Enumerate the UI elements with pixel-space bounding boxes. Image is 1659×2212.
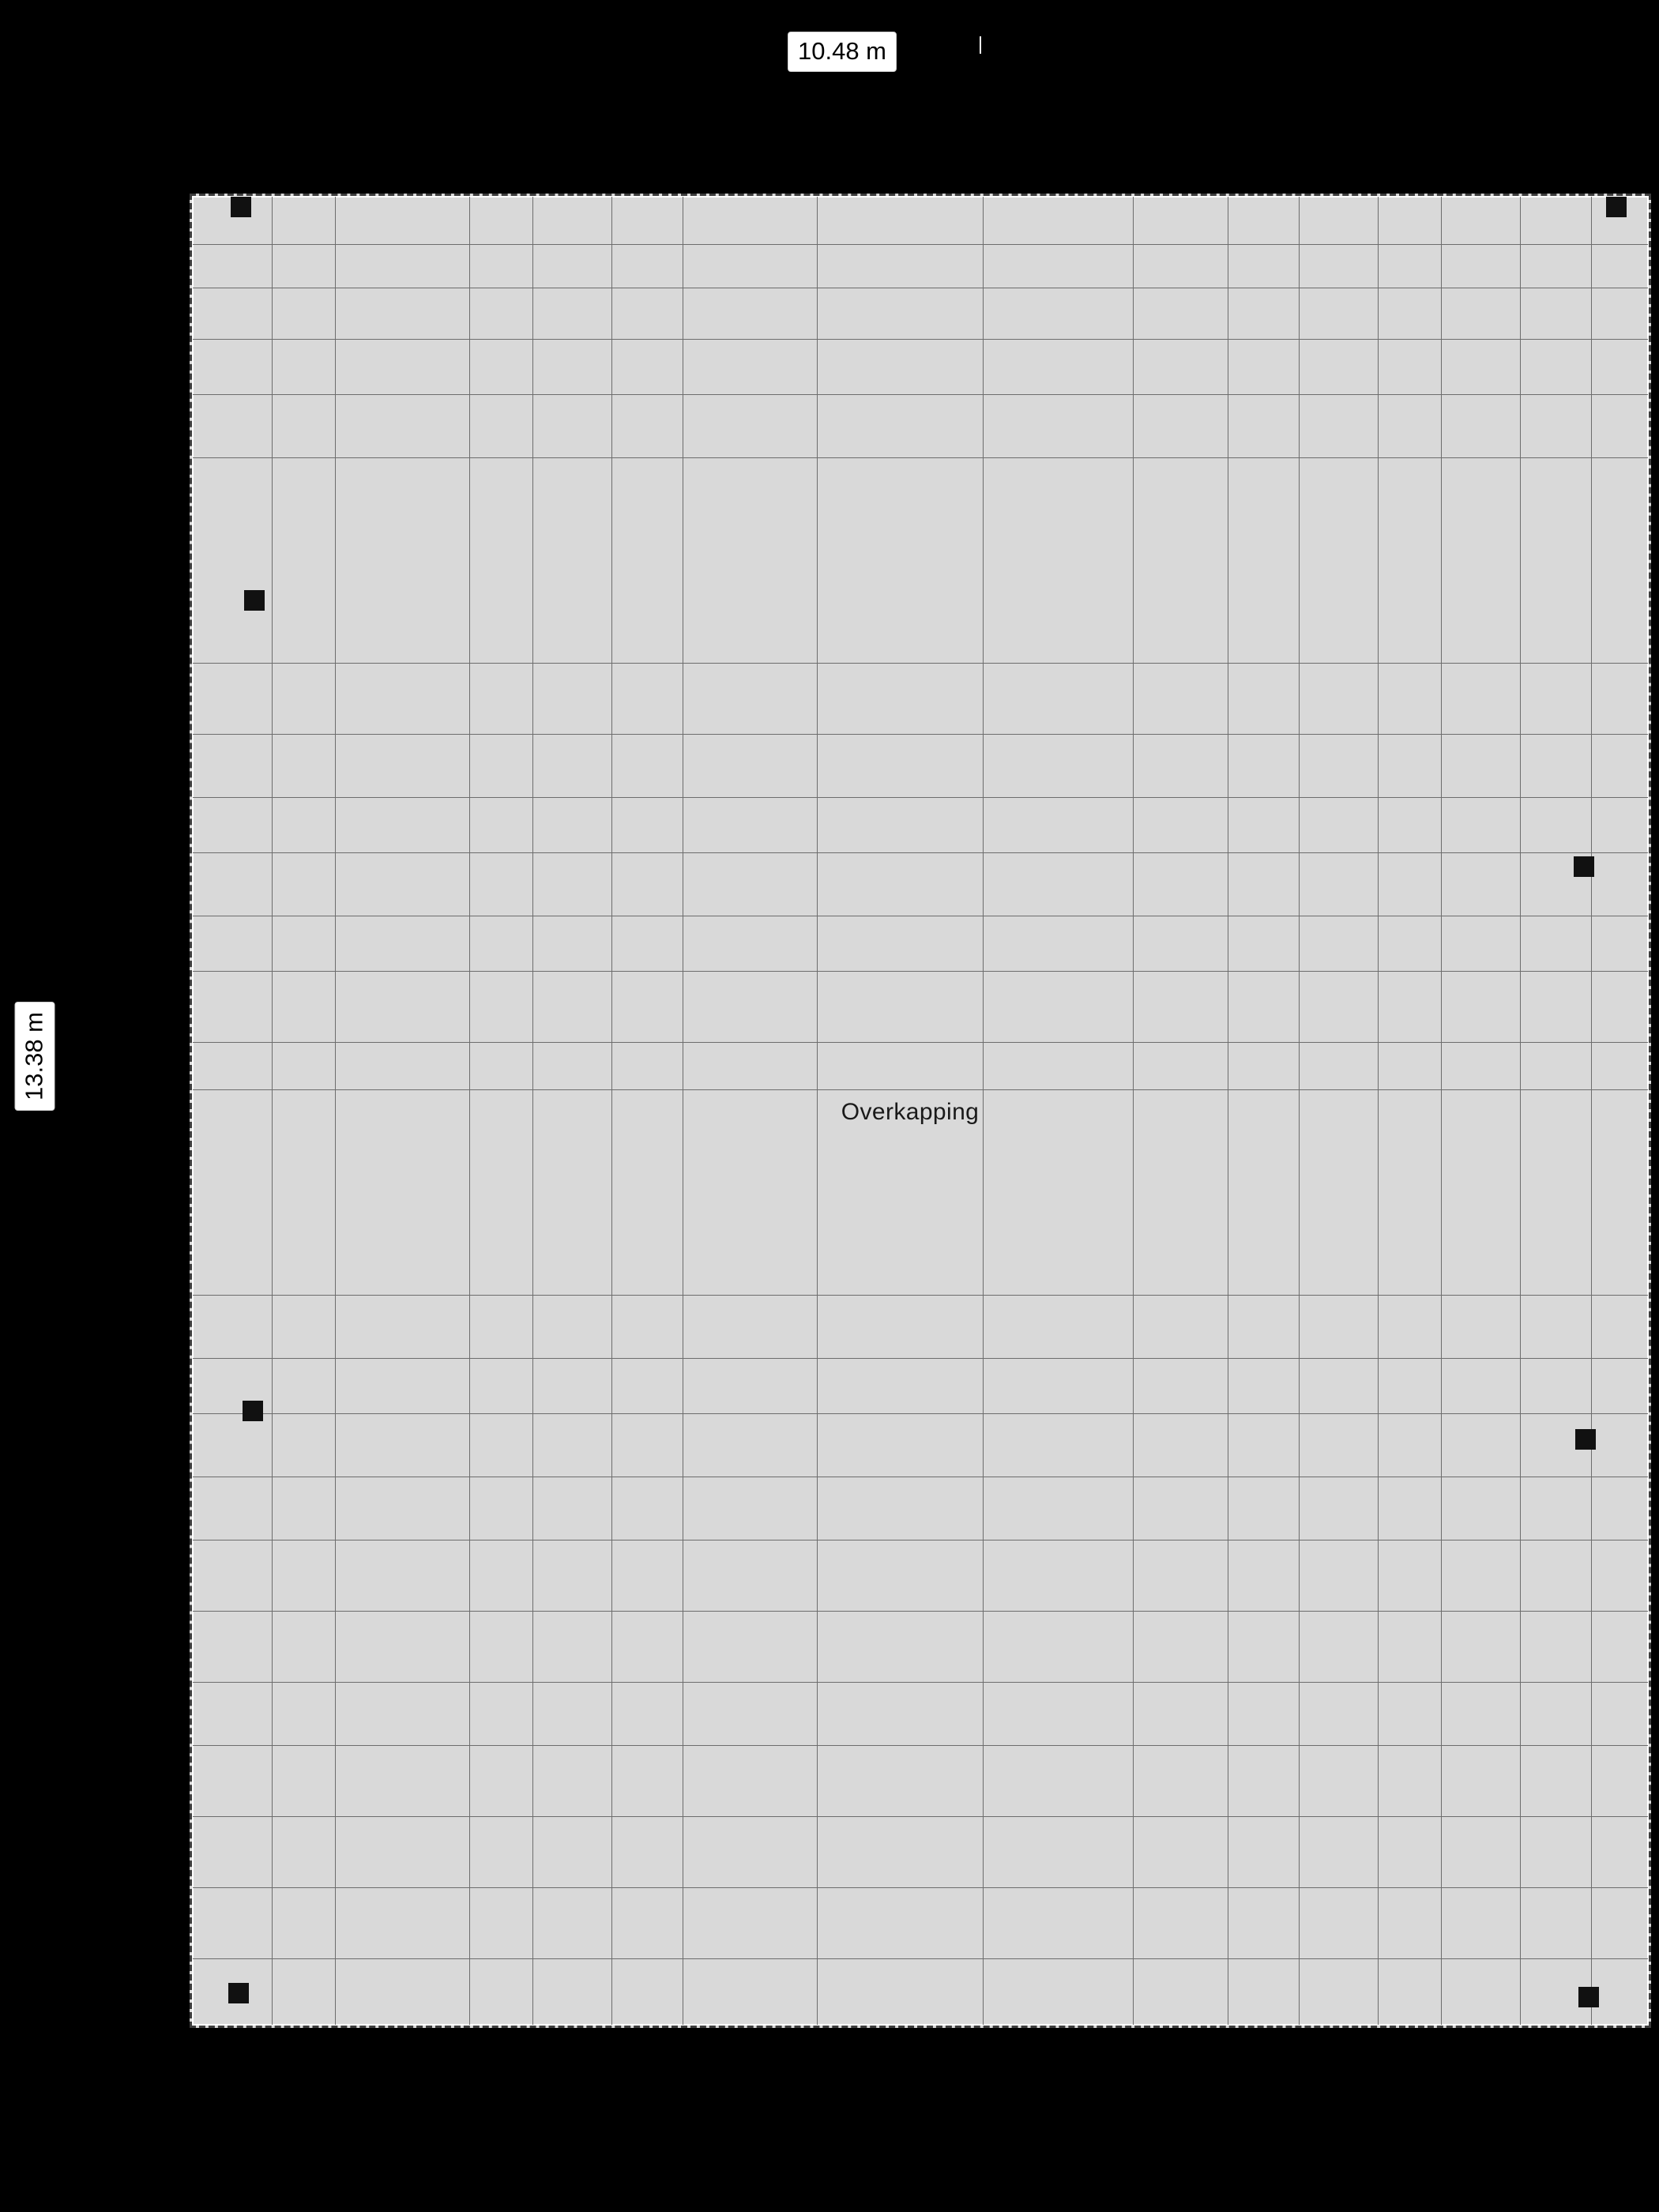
handle-top-right[interactable] — [1606, 197, 1627, 217]
dimension-tick-top-right — [980, 36, 981, 54]
handle-right-lower[interactable] — [1575, 1429, 1596, 1450]
handle-left-lower[interactable] — [243, 1401, 263, 1421]
handle-bottom-left[interactable] — [228, 1983, 249, 2003]
handle-right-mid[interactable] — [1574, 856, 1594, 877]
shape-label: Overkapping — [841, 1099, 980, 1125]
dimension-label-height[interactable]: 13.38 m — [15, 1002, 55, 1111]
handle-top-left[interactable] — [231, 197, 251, 217]
dimension-label-width[interactable]: 10.48 m — [788, 32, 897, 72]
handle-left-upper[interactable] — [244, 590, 265, 611]
handle-bottom-right[interactable] — [1578, 1987, 1599, 2007]
